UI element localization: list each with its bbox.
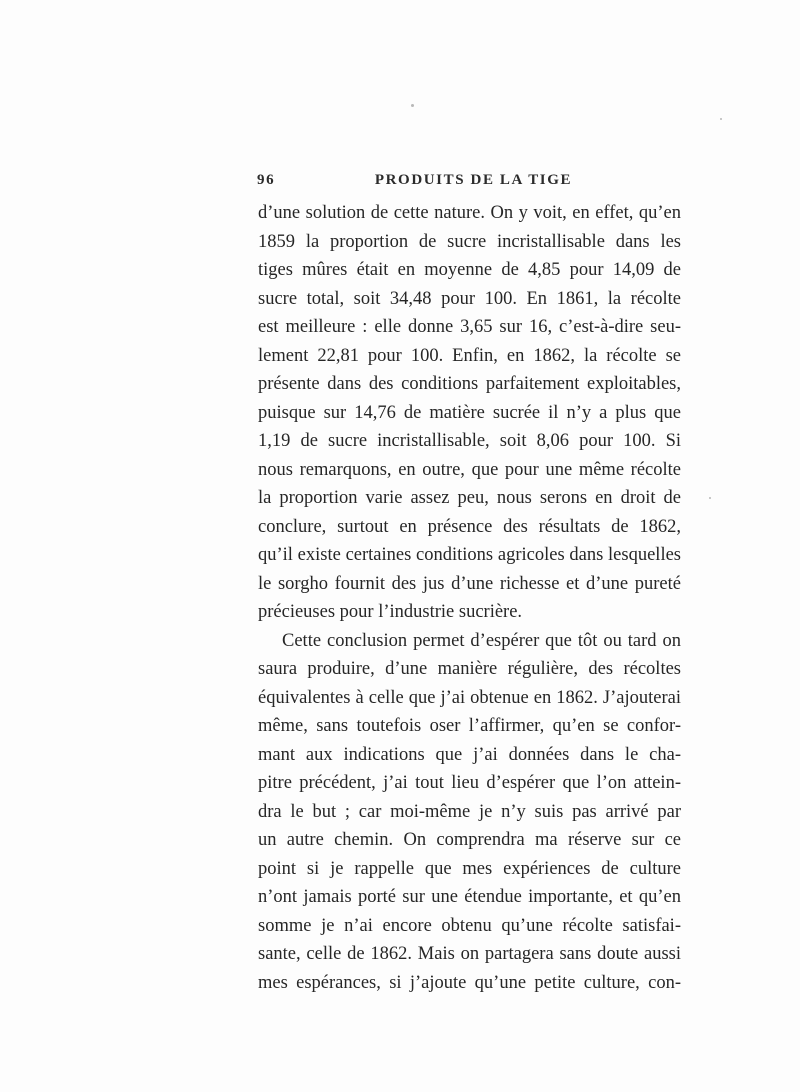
text-line: 1859 la proportion de sucre incristallisable dans les	[258, 231, 681, 252]
scan-speck	[411, 104, 414, 107]
text-line: point si je rappelle que mes expériences de culture	[258, 858, 681, 879]
text-line: présente dans des conditions parfaitement exploitables,	[258, 374, 681, 394]
scan-speck	[720, 118, 722, 120]
text-line: 1,19 de sucre incristallisable, soit 8,06 pour 100. Si	[258, 431, 681, 451]
text-line: qu’il existe certaines conditions agricoles dans lesquelles	[258, 545, 681, 565]
text-line: mant aux indications que j’ai données dans le cha-	[258, 744, 681, 765]
paragraph-start-line: Cette conclusion permet d’espérer que tôt ou tard on	[282, 630, 681, 651]
paragraph-end-line: précieuses pour l’industrie sucrière.	[258, 602, 523, 622]
text-line: saura produire, d’une manière régulière, des récoltes	[258, 659, 681, 679]
text-line: le sorgho fournit des jus d’une richesse et d’une pureté	[258, 573, 681, 594]
running-head	[257, 172, 680, 192]
text-line: conclure, surtout en présence des résultats de 1862,	[258, 516, 681, 537]
text-line: nous remarquons, en outre, que pour une même récolte	[258, 459, 681, 480]
text-line: mes espérances, si j’ajoute qu’une petite culture, con-	[258, 972, 681, 993]
text-line: dra le but ; car moi-même je n’y suis pas arrivé par	[258, 801, 681, 822]
text-line: puisque sur 14,76 de matière sucrée il n’y a plus que	[258, 402, 681, 423]
scan-speck	[709, 497, 711, 499]
text-line: somme je n’ai encore obtenu qu’une récolte satisfai-	[258, 915, 681, 936]
text-line: équivalentes à celle que j’ai obtenue en 1862. J’ajouterai	[258, 687, 681, 708]
text-line: la proportion varie assez peu, nous serons en droit de	[258, 488, 681, 508]
text-line: lement 22,81 pour 100. Enfin, en 1862, la récolte se	[258, 345, 681, 366]
running-title: PRODUITS DE LA TIGE	[374, 172, 573, 188]
text-line: d’une solution de cette nature. On y voit, en effet, qu’en	[258, 203, 681, 223]
text-line: un autre chemin. On comprendra ma réserve sur ce	[258, 830, 681, 850]
page-number: 96	[257, 172, 276, 188]
body-text	[258, 199, 681, 997]
text-line: pitre précédent, j’ai tout lieu d’espérer que l’on attein-	[258, 773, 681, 793]
text-line: même, sans toutefois oser l’affirmer, qu’en se confor-	[258, 716, 681, 736]
text-line: sucre total, soit 34,48 pour 100. En 1861, la récolte	[258, 288, 681, 309]
text-line: est meilleure : elle donne 3,65 sur 16, c’est-à-dire seu-	[258, 317, 681, 337]
text-line: tiges mûres était en moyenne de 4,85 pour 14,09 de	[258, 260, 681, 280]
text-line: sante, celle de 1862. Mais on partagera sans doute aussi	[258, 944, 681, 964]
text-line: n’ont jamais porté sur une étendue importante, et qu’en	[258, 887, 681, 907]
